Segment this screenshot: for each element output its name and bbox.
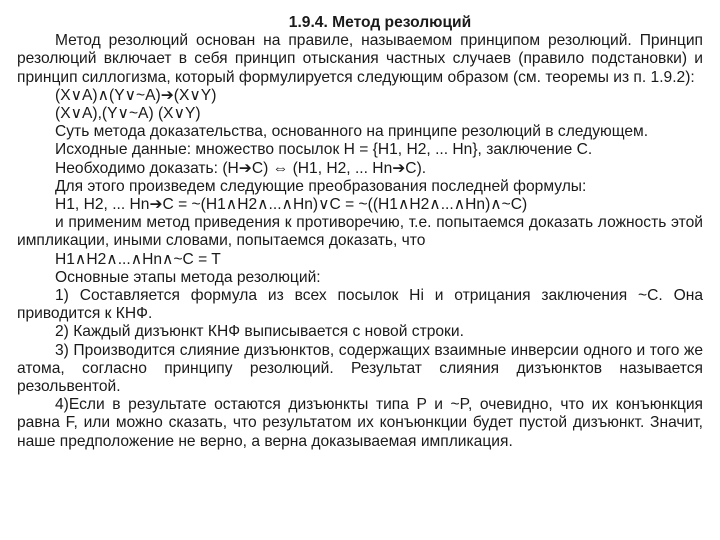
formula-resolution-rule: (X∨A),(Y∨~A) (X∨Y): [55, 105, 201, 123]
formula-conjunction: H1∧H2∧...∧Hn∧~C = T: [55, 250, 221, 268]
step-4-paragraph: 4)Если в результате остаются дизъюнкты типа P и ~P, очевидно, что их конъюнкция равна F, или можно сказать, что результатом их конъюнкции будет пустой дизъюнкт. Значит, наше предположение не верно, а верна доказываемая импликация.: [17, 396, 703, 450]
contradiction-paragraph: и применим метод приведения к противоречию, т.е. попытаемся доказать ложность этой импликации, иными словами, попытаемся доказать, что: [17, 214, 703, 250]
steps-heading: Основные этапы метода резолюций:: [55, 268, 321, 286]
input-data-paragraph: Исходные данные: множество посылок H = {H1, H2, ... Hn}, заключение C.: [55, 141, 593, 159]
step-3-paragraph: 3) Производится слияние дизъюнктов, содержащих взаимные инверсии одного и того же атома, согласно принципу резолюций. Результат слияния дизъюнктов называется резольвентой.: [17, 341, 703, 396]
intro-paragraph: Метод резолюций основан на правиле, называемом принципом резолюций. Принцип резолюций включает в себя принцип отыскания частных случаев (правило подстановки) и принцип силлогизма, который формулируется следующим образом (см. теоремы из п. 1.9.2):: [17, 32, 703, 86]
document-page: [17, 14, 703, 451]
prove-paragraph: Необходимо доказать: (H➔C) ⇔ (H1, H2, ... Hn➔C).: [55, 159, 427, 177]
essence-paragraph: Суть метода доказательства, основанного на принципе резолюций в следующем.: [55, 123, 649, 141]
section-title: 1.9.4. Метод резолюций: [288, 14, 472, 31]
formula-transformation: H1, H2, ... Hn➔C = ~(H1∧H2∧...∧Hn)∨C = ~((H1∧H2∧...∧Hn)∧~C): [55, 196, 528, 214]
step-2-paragraph: 2) Каждый дизъюнкт КНФ выписывается с новой строки.: [55, 323, 464, 341]
formula-resolution-implication: (X∨A)∧(Y∨~A)➔(X∨Y): [55, 86, 217, 104]
step-1-paragraph: 1) Составляется формула из всех посылок Hi и отрицания заключения ~C. Она приводится к КНФ.: [17, 287, 703, 323]
transform-paragraph: Для этого произведем следующие преобразования последней формулы:: [55, 177, 587, 195]
